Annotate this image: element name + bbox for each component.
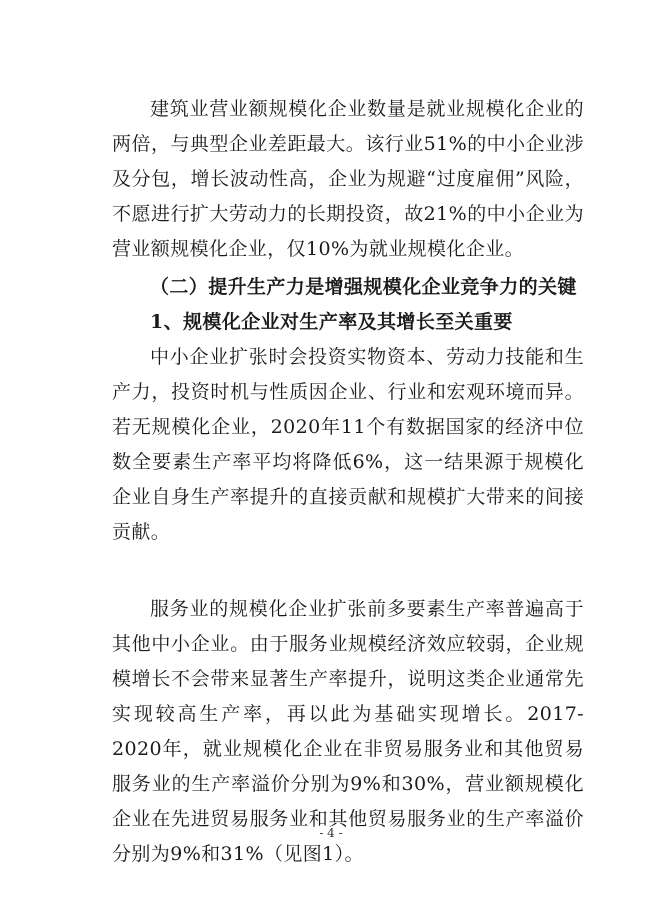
paragraph-services-industry: 服务业的规模化企业扩张前多要素生产率普遍高于其他中小企业。由于服务业规模经济效应较弱，企业规模增长不会带来显著生产率提升，说明这类企业通常先实现较高生产率，再以此为基础实现增长。2017-2020年，就业规模化企业在非贸易服务业和其他贸易服务业的生产率溢价分别为9%和30%，营业额规模化企业在先进贸易服务业和其他贸易服务业的生产率溢价分别为9%和31%（见图1）。 [112,598,584,865]
paragraph-construction-industry: 建筑业营业额规模化企业数量是就业规模化企业的两倍，与典型企业差距最大。该行业51%的中小企业涉及分包，增长波动性高，企业为规避“过度雇佣”风险，不愿进行扩大劳动力的长期投资，故21%的中小企业为营业额规模化企业，仅10%为就业规模化企业。 [112,98,584,260]
paragraph-productivity: 中小企业扩张时会投资实物资本、劳动力技能和生产力，投资时机与性质因企业、行业和宏观环境而异。若无规模化企业，2020年11个有数据国家的经济中位数全要素生产率平均将降低6%，这一结果源于规模化企业自身生产率提升的直接贡献和规模扩大带来的间接贡献。 [112,346,584,543]
section-heading: （二）提升生产力是增强规模化企业竞争力的关键 [150,276,577,298]
page-number: - 4 - [319,826,343,840]
subsection-heading: 1、规模化企业对生产率及其增长至关重要 [150,311,513,333]
